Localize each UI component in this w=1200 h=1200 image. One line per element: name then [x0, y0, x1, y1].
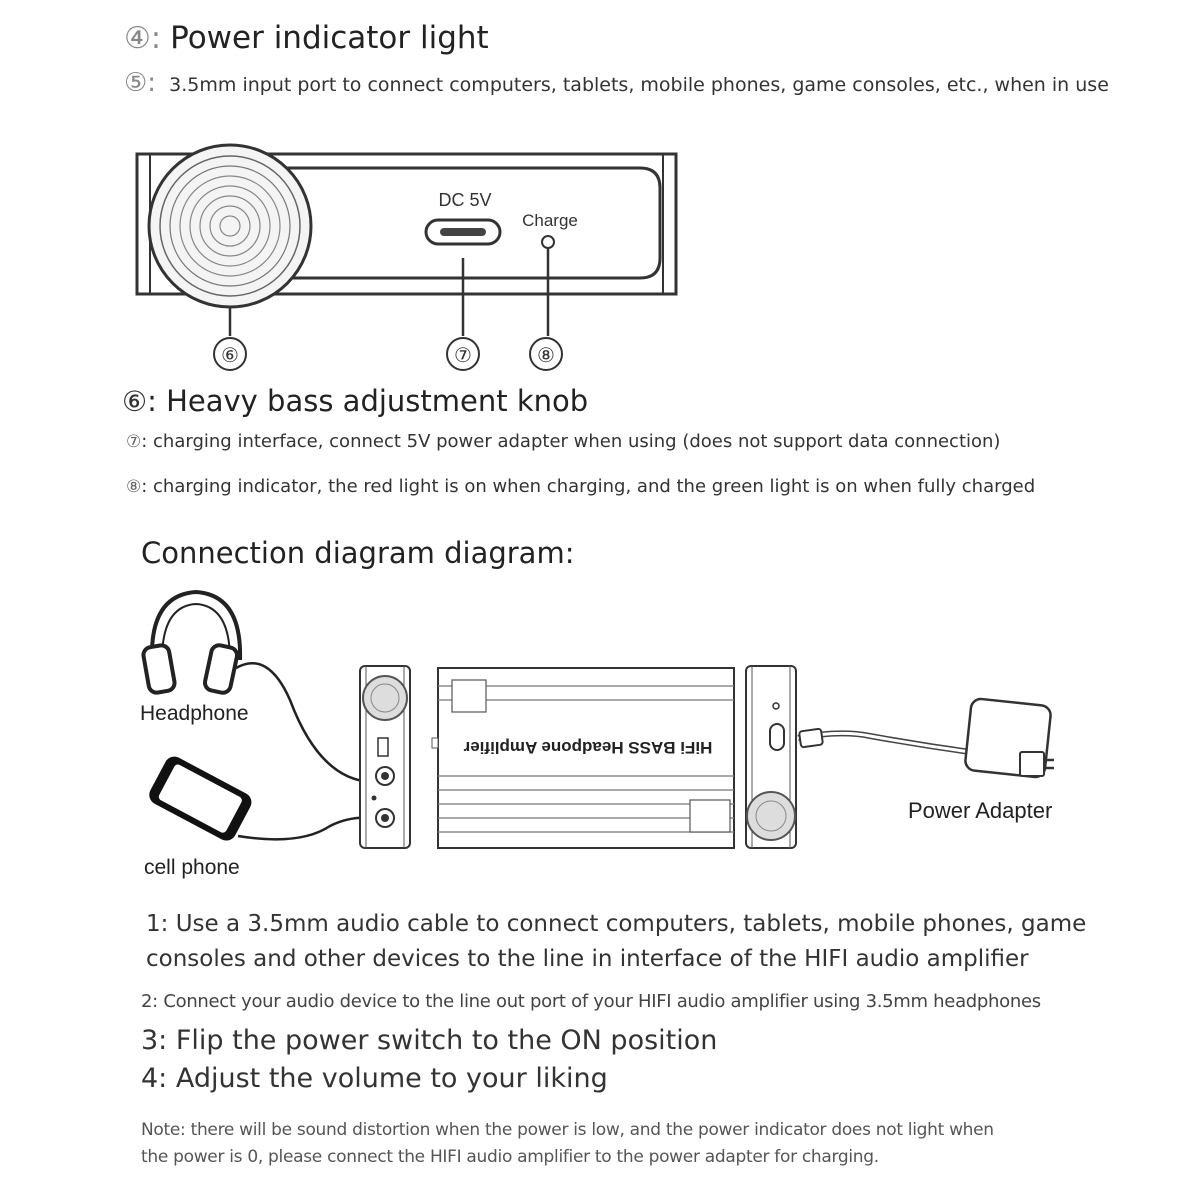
desc-8 — [126, 476, 1035, 497]
adapter-label: Power Adapter — [908, 798, 1053, 823]
cell-phone-icon — [146, 753, 255, 844]
desc-8-text: : charging indicator, the red light is on when charging, and the green light is on when fully charged — [141, 476, 1036, 497]
step-1-line-1: 1: Use a 3.5mm audio cable to connect computers, tablets, mobile phones, game — [146, 911, 1087, 937]
headphone-icon — [142, 592, 240, 694]
svg-text:⑧: ⑧ — [537, 345, 555, 367]
usb-c-port-icon — [426, 220, 500, 244]
desc-6-marker: ⑥ — [122, 385, 148, 418]
step-1-line-2: consoles and other devices to the line in interface of the HIFI audio amplifier — [146, 946, 1029, 972]
connection-heading: Connection diagram diagram: — [141, 536, 575, 570]
charge-led-icon — [542, 236, 554, 248]
cell-phone-label: cell phone — [144, 856, 240, 879]
desc-7-marker: ⑦ — [126, 432, 142, 452]
bass-knob-icon — [149, 145, 311, 307]
note-line-2: the power is 0, please connect the HIFI audio amplifier to the power adapter for charging. — [141, 1147, 879, 1167]
step-4: 4: Adjust the volume to your liking — [141, 1063, 608, 1094]
volume-knob-icon — [363, 676, 407, 720]
headphone-label: Headphone — [140, 702, 249, 725]
desc-6 — [122, 384, 588, 418]
callout-8 — [530, 338, 562, 370]
side-panel-diagram — [0, 140, 720, 380]
item-4-text: Power indicator light — [170, 20, 489, 56]
amp-right-panel — [746, 666, 796, 848]
item-4 — [124, 20, 489, 56]
svg-text:⑦: ⑦ — [454, 345, 472, 367]
power-switch-icon — [378, 738, 388, 756]
step-2: 2: Connect your audio device to the line out port of your HIFI audio amplifier using 3.5mm headphones — [141, 991, 1041, 1012]
callout-7 — [447, 338, 479, 370]
item-4-marker: ④: — [124, 21, 162, 56]
svg-text:⑥: ⑥ — [221, 345, 239, 367]
connection-diagram — [0, 580, 1200, 900]
desc-7-text: : charging interface, connect 5V power adapter when using (does not support data connection) — [141, 431, 1001, 452]
amp-body — [432, 668, 734, 848]
bass-knob-small-icon — [747, 792, 795, 840]
amp-left-panel — [360, 666, 410, 848]
desc-6-text: : Heavy bass adjustment knob — [147, 384, 589, 418]
desc-8-marker: ⑧ — [126, 477, 142, 497]
item-5 — [124, 68, 1109, 98]
power-adapter-icon — [964, 698, 1054, 778]
callout-6 — [214, 338, 246, 370]
charge-label: Charge — [522, 211, 578, 230]
dc-port-icon — [770, 724, 784, 750]
desc-7 — [126, 431, 1000, 452]
amp-brand-text: HiFi BASS Headpone Amplifier — [463, 738, 713, 757]
item-5-marker: ⑤: — [124, 68, 157, 98]
port-label: DC 5V — [438, 190, 492, 210]
item-5-text: 3.5mm input port to connect computers, tablets, mobile phones, game consoles, etc., when in use — [169, 74, 1109, 96]
step-3: 3: Flip the power switch to the ON position — [141, 1025, 718, 1056]
note-line-1: Note: there will be sound distortion when the power is low, and the power indicator does not light when — [141, 1120, 994, 1140]
